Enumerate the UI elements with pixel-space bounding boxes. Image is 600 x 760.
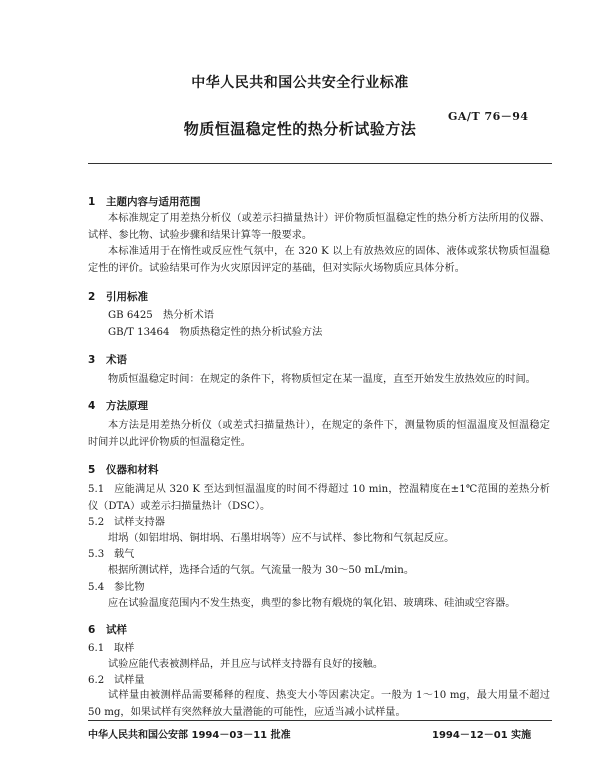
- section-number: 3: [88, 354, 96, 366]
- item-number: 5.3: [88, 549, 105, 560]
- item-5-2-heading: [88, 515, 165, 532]
- section-title: 术语: [106, 354, 127, 366]
- approval-line: 中华人民共和国公安部 1994－03－11 批准: [88, 730, 291, 741]
- document-title: 物质恒温稳定性的热分析试验方法: [183, 120, 417, 138]
- standard-code: GA/T 76－94: [448, 110, 529, 123]
- item-6-2-text: 试样量由被测样品需要稀释的程度、热变大小等因素决定。一般为 1～10 mg，最大用量不超过 50 mg，如果试样有突然释放大量潜能的可能性，应适当减小试样量。: [88, 690, 550, 718]
- section-1-paragraph-1: 本标准规定了用差热分析仪（或差示扫描量热计）评价物质恒温稳定性的热分析方法所用的仪器、试样、参比物、试验步骤和结果计算等一般要求。: [88, 213, 550, 241]
- item-5-3-text: 根据所测试样，选择合适的气氛。气流量一般为 30～50 mL/min。: [108, 565, 415, 576]
- implementation-date: 1994－12－01 实施: [432, 730, 532, 741]
- section-4-paragraph: 本方法是用差热分析仪（或差式扫描量热计），在规定的条件下，测量物质的恒温温度及恒温稳定时间并以此评价物质的恒温稳定性。: [88, 420, 550, 448]
- section-title: 试样: [106, 624, 127, 636]
- item-number: 5.4: [88, 582, 105, 593]
- item-text: 应能满足从 320 K 至达到恒温温度的时间不得超过 10 min，控温精度在±1℃范围的差热分析仪（DTA）或差示扫描量热计（DSC）。: [88, 484, 550, 512]
- section-1-paragraph-2: 本标准适用于在惰性或反应性气氛中，在 320 K 以上有放热效应的固体、液体或浆状物质恒温稳定性的评价。试验结果可作为火灾原因评定的基础，但对实际火场物质应具体分析。: [88, 246, 550, 274]
- section-number: 1: [88, 196, 96, 208]
- item-5-1: [88, 482, 550, 515]
- item-5-3-heading: [88, 547, 134, 564]
- item-number: 6.2: [88, 675, 105, 686]
- item-6-1-heading: [88, 641, 134, 658]
- item-5-2-text: 坩埚（如铝坩埚、铜坩埚、石墨坩埚等）应不与试样、参比物和气氛起反应。: [108, 533, 455, 544]
- item-5-4-heading: [88, 580, 145, 597]
- section-number: 2: [88, 291, 96, 303]
- footer-divider: [88, 720, 552, 721]
- section-number: 6: [88, 624, 96, 636]
- item-title: 载气: [114, 549, 135, 560]
- section-5-heading: [88, 462, 159, 477]
- section-number: 5: [88, 464, 96, 476]
- header-divider: [88, 163, 552, 164]
- item-title: 试样量: [114, 675, 145, 686]
- item-title: 试样支持器: [114, 517, 165, 528]
- item-title: 取样: [114, 643, 135, 654]
- section-2-heading: [88, 289, 148, 304]
- section-3-paragraph: 物质恒温稳定时间：在规定的条件下，将物质恒定在某一温度，直至开始发生放热效应的时间。: [108, 374, 536, 385]
- section-title: 引用标准: [106, 291, 148, 303]
- section-title: 方法原理: [106, 400, 148, 412]
- section-1-heading: [88, 194, 201, 209]
- item-title: 参比物: [114, 582, 145, 593]
- section-4-heading: [88, 398, 148, 413]
- section-title: 仪器和材料: [106, 464, 159, 476]
- item-number: 5.1: [88, 484, 105, 495]
- reference-gbt13464: GB/T 13464 物质热稳定性的热分析试验方法: [108, 327, 323, 338]
- item-6-1-text: 试验应能代表被测样品，并且应与试样支持器有良好的接触。: [108, 659, 384, 670]
- section-6-heading: [88, 622, 127, 637]
- section-number: 4: [88, 400, 96, 412]
- item-number: 6.1: [88, 643, 105, 654]
- issuing-org-title: 中华人民共和国公共安全行业标准: [191, 75, 409, 91]
- reference-gb6425: GB 6425 热分析术语: [108, 310, 214, 321]
- item-number: 5.2: [88, 517, 105, 528]
- section-title: 主题内容与适用范围: [106, 196, 201, 208]
- item-5-4-text: 应在试验温度范围内不发生热变，典型的参比物有煅烧的氧化铝、玻璃珠、硅油或空容器。: [108, 598, 516, 609]
- section-3-heading: [88, 352, 127, 367]
